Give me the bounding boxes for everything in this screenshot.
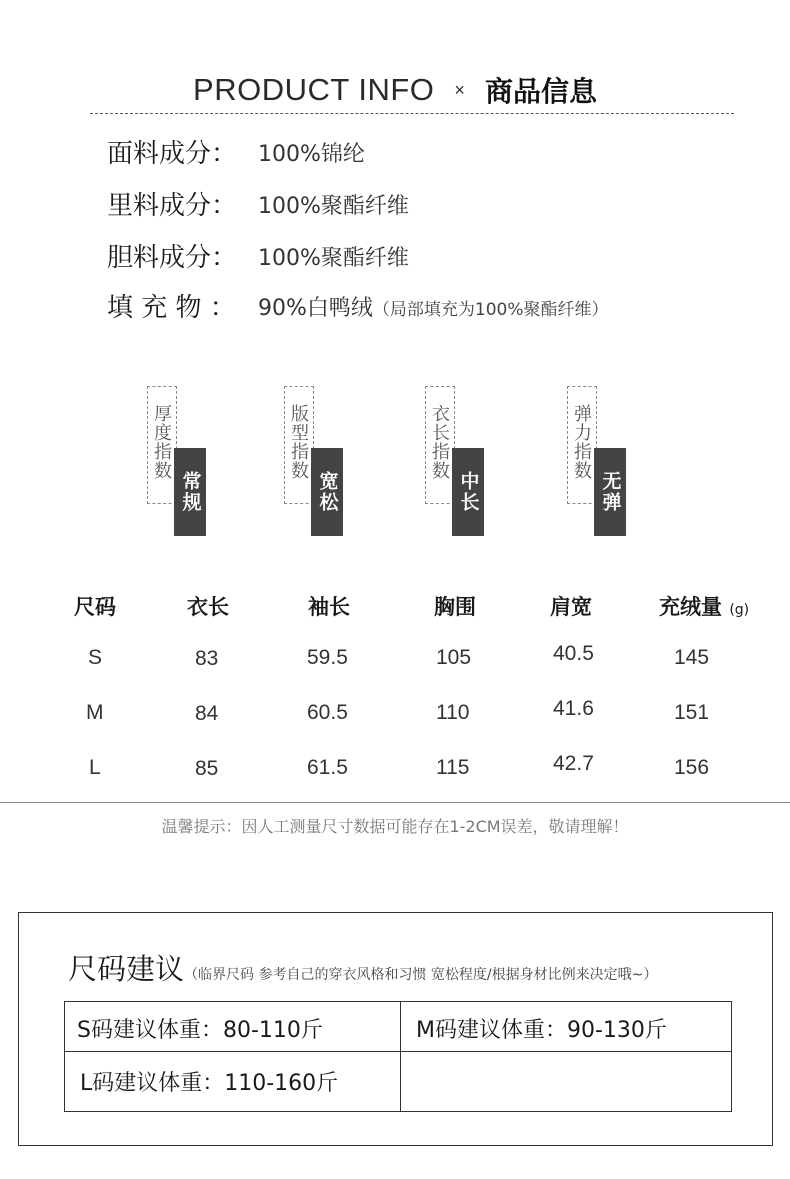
size-cell: L — [89, 756, 101, 779]
size-header-chest: 胸围 — [434, 595, 476, 619]
size-header-sleeve: 袖长 — [308, 595, 350, 619]
size-table-divider — [0, 802, 790, 803]
size-cell: S — [88, 646, 103, 669]
fabric-value-filling — [258, 291, 609, 322]
fabric-label-outer: 面料成分： — [107, 139, 238, 169]
index-elasticity — [567, 386, 597, 504]
index-fit-value: 宽松 — [311, 448, 343, 536]
header-title-cn: 商品信息 — [484, 75, 597, 108]
size-cell: 61.5 — [307, 756, 348, 779]
recommendation-cell-s: S码建议体重：80-110斤 — [77, 1018, 323, 1043]
size-cell: 60.5 — [307, 701, 348, 724]
size-header-fill-label: 充绒量 — [659, 595, 722, 619]
size-cell: 145 — [674, 646, 710, 669]
index-thickness-label: 厚度指数 — [154, 404, 172, 482]
size-header-fill-unit: (g) — [729, 602, 750, 618]
header-title-en: PRODUCT INFO — [193, 72, 435, 107]
size-header-size: 尺码 — [74, 595, 116, 619]
size-cell: 105 — [436, 646, 472, 669]
recommendation-subtitle: （临界尺码 参考自己的穿衣风格和习惯 宽松程度/根据身材比例来决定哦~） — [184, 967, 658, 983]
size-cell: 156 — [674, 756, 710, 779]
recommendation-table-vline — [400, 1001, 401, 1112]
size-cell: 115 — [436, 756, 470, 779]
size-cell: 42.7 — [553, 752, 594, 775]
fabric-value-inner: 100%聚酯纤维 — [258, 246, 409, 271]
size-cell: 85 — [195, 757, 219, 780]
index-elasticity-value: 无弹 — [594, 448, 626, 536]
size-cell: 41.6 — [553, 697, 594, 720]
recommendation-cell-m: M码建议体重：90-130斤 — [416, 1018, 667, 1043]
header-divider — [90, 113, 734, 114]
page-header — [0, 70, 790, 110]
size-cell: M — [86, 701, 104, 724]
index-elasticity-label: 弹力指数 — [574, 404, 592, 482]
recommendation-title-text: 尺码建议 — [68, 952, 185, 986]
fabric-value-lining: 100%聚酯纤维 — [258, 194, 409, 219]
size-header-fill — [659, 591, 749, 621]
size-cell: 110 — [436, 701, 470, 724]
size-cell: 83 — [195, 647, 219, 670]
size-cell: 151 — [674, 701, 710, 724]
index-thickness — [147, 386, 177, 504]
index-fit — [284, 386, 314, 504]
index-thickness-value: 常规 — [174, 448, 206, 536]
recommendation-table-hline — [64, 1051, 732, 1052]
fabric-label-inner: 胆料成分： — [107, 243, 238, 273]
recommendation-title — [68, 947, 657, 988]
index-length-label: 衣长指数 — [432, 404, 450, 482]
fabric-label-lining: 里料成分： — [107, 191, 238, 221]
index-length — [425, 386, 455, 504]
filling-value: 90%白鸭绒 — [258, 296, 373, 321]
recommendation-cell-l: L码建议体重：110-160斤 — [80, 1071, 339, 1096]
index-length-value: 中长 — [452, 448, 484, 536]
fabric-label-filling: 填 充 物 ： — [107, 293, 236, 323]
size-header-length: 衣长 — [187, 595, 229, 619]
size-header-shoulder: 肩宽 — [550, 595, 592, 619]
header-separator: × — [454, 79, 465, 100]
size-cell: 59.5 — [307, 646, 348, 669]
index-fit-label: 版型指数 — [291, 404, 309, 482]
measurement-tip: 温馨提示：因人工测量尺寸数据可能存在1-2CM误差，敬请理解！ — [161, 817, 629, 836]
filling-note: （局部填充为100%聚酯纤维） — [372, 300, 609, 320]
size-cell: 40.5 — [553, 642, 594, 665]
fabric-value-outer: 100%锦纶 — [258, 142, 365, 167]
size-cell: 84 — [195, 702, 219, 725]
